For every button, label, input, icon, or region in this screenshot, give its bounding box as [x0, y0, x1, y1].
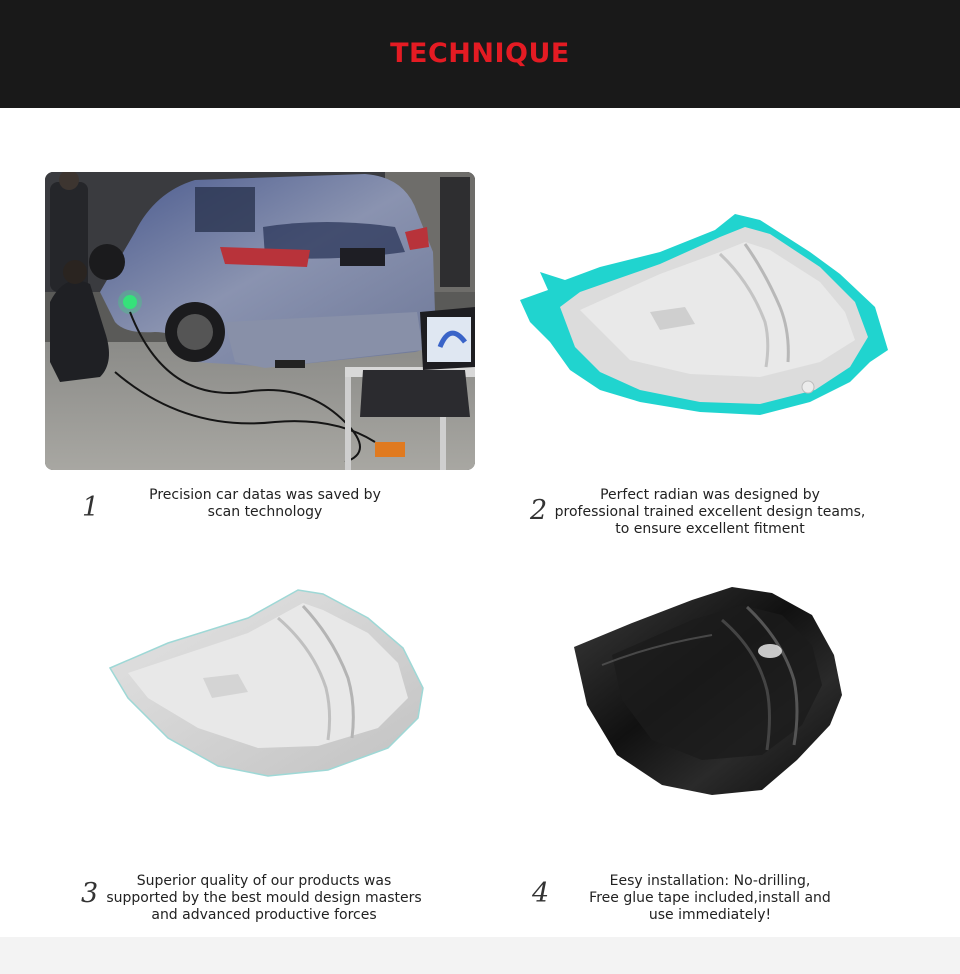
step-3-line-1: Superior quality of our products was [136, 873, 392, 889]
step-4-number: 4 [532, 878, 550, 909]
step-1-line-2: scan technology [207, 504, 323, 520]
hood-3d-scan-model [520, 212, 890, 422]
section-title: TECHNIQUE [390, 37, 570, 69]
carbon-fiber-hood-photo [572, 585, 844, 797]
step-4-line-1: Eesy installation: No-drilling, [609, 873, 811, 889]
step-2-line-2: professional trained excellent design teams, [554, 504, 866, 520]
step-2-description [540, 487, 880, 538]
step-1-description [115, 487, 415, 521]
step-4-line-3: use immediately! [648, 907, 772, 923]
step-3-number: 3 [81, 878, 99, 909]
footer-band [0, 937, 960, 974]
step-3-description [100, 873, 428, 924]
step-3-line-3: and advanced productive forces [151, 907, 377, 923]
step-4-description [570, 873, 850, 924]
step-3-line-2: supported by the best mould design masters [106, 890, 422, 906]
step-1-line-1: Precision car datas was saved by [149, 487, 381, 503]
step-4-line-2: Free glue tape included,install and [589, 890, 831, 906]
step-2-line-1: Perfect radian was designed by [600, 487, 820, 503]
workshop-3d-scanning-photo [45, 172, 475, 470]
step-2-line-3: to ensure excellent fitment [615, 521, 805, 537]
step-1-number: 1 [82, 492, 100, 523]
header-banner [0, 0, 960, 108]
step-2-number: 2 [530, 495, 548, 526]
hood-mould-model [108, 588, 430, 780]
